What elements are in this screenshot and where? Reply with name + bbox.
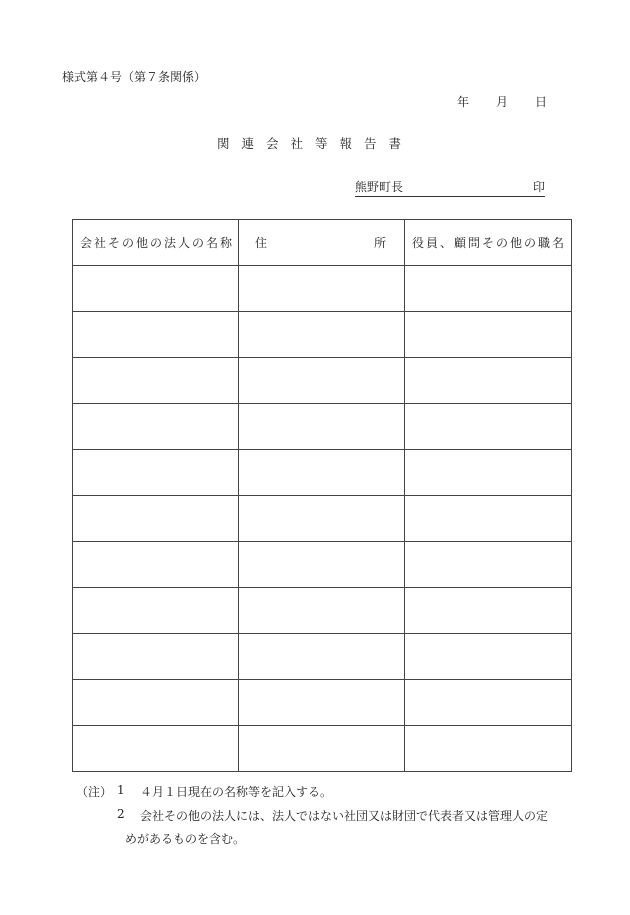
table-row bbox=[73, 404, 572, 450]
note-1-number: 1 bbox=[117, 783, 125, 797]
company-name-cell[interactable] bbox=[73, 542, 239, 588]
note-2-text: 会社その他の法人には、法人ではない社団又は財団で代表者又は管理人の定 bbox=[140, 809, 549, 823]
day-label: 日 bbox=[534, 95, 547, 109]
address-cell[interactable] bbox=[239, 588, 405, 634]
form-number: 様式第４号（第７条関係） bbox=[62, 70, 207, 84]
address-cell[interactable] bbox=[239, 542, 405, 588]
position-cell[interactable] bbox=[405, 634, 572, 680]
address-cell[interactable] bbox=[239, 450, 405, 496]
company-name-cell[interactable] bbox=[73, 312, 239, 358]
header-address-part1: 住 bbox=[255, 236, 270, 250]
note-1-text: ４月１日現在の名称等を記入する。 bbox=[140, 785, 333, 799]
address-cell[interactable] bbox=[239, 358, 405, 404]
company-name-cell[interactable] bbox=[73, 726, 239, 772]
table-row bbox=[73, 358, 572, 404]
table-header-row bbox=[73, 220, 572, 266]
position-cell[interactable] bbox=[405, 588, 572, 634]
address-cell[interactable] bbox=[239, 404, 405, 450]
address-cell[interactable] bbox=[239, 266, 405, 312]
report-table bbox=[72, 219, 572, 772]
address-cell[interactable] bbox=[239, 312, 405, 358]
table-row bbox=[73, 266, 572, 312]
position-cell[interactable] bbox=[405, 680, 572, 726]
year-label: 年 bbox=[457, 95, 470, 109]
header-company-name: 会社その他の法人の名称 bbox=[73, 220, 239, 266]
company-name-cell[interactable] bbox=[73, 266, 239, 312]
table-row bbox=[73, 680, 572, 726]
address-cell[interactable] bbox=[239, 726, 405, 772]
addressee-label: 熊野町長 bbox=[355, 180, 404, 194]
header-address-part2: 所 bbox=[373, 236, 388, 250]
position-cell[interactable] bbox=[405, 542, 572, 588]
month-label: 月 bbox=[495, 95, 508, 109]
position-cell[interactable] bbox=[405, 496, 572, 542]
table-row bbox=[73, 450, 572, 496]
notes-label: （注） bbox=[76, 785, 113, 799]
header-position: 役員、顧問その他の職名 bbox=[405, 220, 572, 266]
table-row bbox=[73, 542, 572, 588]
position-cell[interactable] bbox=[405, 726, 572, 772]
position-cell[interactable] bbox=[405, 266, 572, 312]
document-title: 関連会社等報告書 bbox=[216, 136, 413, 151]
seal-mark: 印 bbox=[532, 180, 545, 194]
company-name-cell[interactable] bbox=[73, 496, 239, 542]
note-2-continuation: めがあるものを含む。 bbox=[125, 832, 246, 846]
table-row bbox=[73, 312, 572, 358]
table-row bbox=[73, 496, 572, 542]
position-cell[interactable] bbox=[405, 358, 572, 404]
table-row bbox=[73, 634, 572, 680]
company-name-cell[interactable] bbox=[73, 404, 239, 450]
table-row bbox=[73, 588, 572, 634]
company-name-cell[interactable] bbox=[73, 680, 239, 726]
position-cell[interactable] bbox=[405, 450, 572, 496]
company-name-cell[interactable] bbox=[73, 588, 239, 634]
header-address bbox=[239, 220, 405, 266]
address-cell[interactable] bbox=[239, 634, 405, 680]
address-cell[interactable] bbox=[239, 680, 405, 726]
addressee-line bbox=[355, 178, 545, 197]
company-name-cell[interactable] bbox=[73, 358, 239, 404]
table-row bbox=[73, 726, 572, 772]
company-name-cell[interactable] bbox=[73, 450, 239, 496]
note-2-number: 2 bbox=[117, 807, 125, 821]
position-cell[interactable] bbox=[405, 312, 572, 358]
address-cell[interactable] bbox=[239, 496, 405, 542]
date-line bbox=[457, 93, 547, 110]
position-cell[interactable] bbox=[405, 404, 572, 450]
company-name-cell[interactable] bbox=[73, 634, 239, 680]
